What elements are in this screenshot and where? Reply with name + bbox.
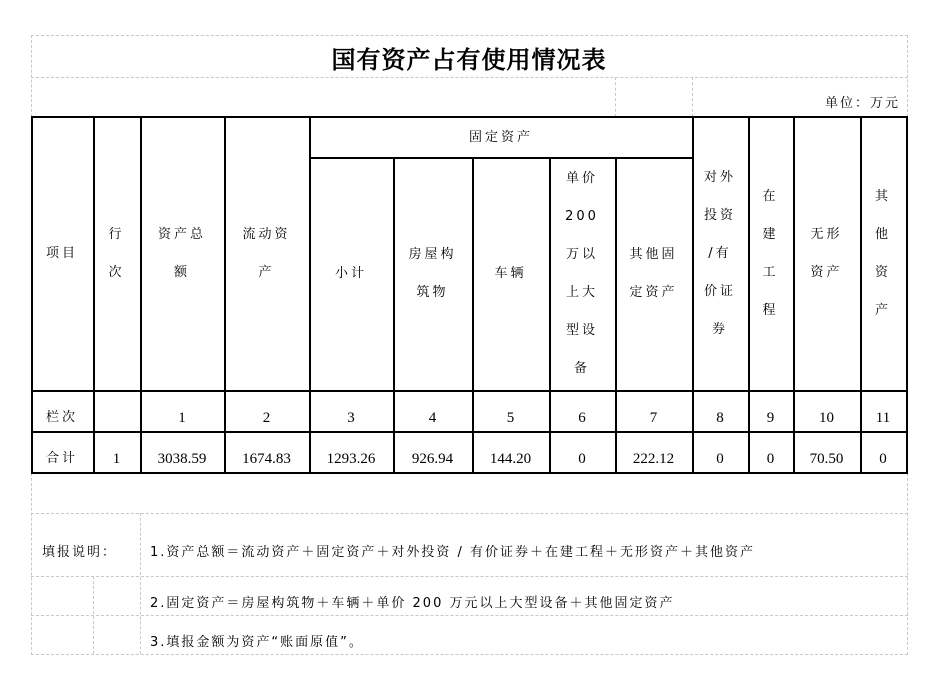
gridline [907, 35, 908, 117]
header-line: 房屋构 [408, 247, 457, 262]
gridline [31, 473, 32, 655]
total-cell-other-assets: 0 [879, 451, 887, 467]
column-index-cell: 9 [766, 410, 775, 426]
header-line: 其 [874, 189, 891, 204]
note-item-3: 3.填报金额为资产“账面原值”。 [150, 635, 364, 650]
column-index-cell: 2 [262, 410, 271, 426]
column-index-cell [93, 392, 140, 431]
header-subtotal [309, 158, 393, 390]
header-line: 200 [565, 209, 599, 224]
header-construction [748, 118, 793, 390]
header-line: 产 [258, 265, 275, 280]
header-line: 价证 [703, 284, 736, 299]
header-line: 行 [108, 227, 125, 242]
total-cell-large-equipment: 0 [578, 451, 586, 467]
header-line: 万以 [565, 247, 598, 262]
column-index-cell: 11 [875, 410, 891, 426]
column-index-cell: 3 [347, 410, 355, 426]
header-investment [692, 118, 748, 390]
header-line: 他 [874, 227, 891, 242]
total-cell-current-assets: 1674.83 [242, 451, 291, 467]
header-vehicles [472, 158, 549, 390]
gridline [31, 513, 908, 514]
gridline [140, 513, 141, 654]
notes-label: 填报说明： [42, 545, 118, 560]
total-row-label: 合计 [45, 451, 78, 466]
header-line: 资 [874, 265, 891, 280]
header-line: 项目 [45, 246, 78, 261]
header-current-assets [224, 118, 309, 390]
header-line: 其他固 [629, 247, 678, 262]
gridline [615, 77, 616, 117]
column-index-cell: 10 [819, 410, 834, 426]
header-line: 定资产 [629, 285, 678, 300]
total-cell-intangible: 70.50 [809, 451, 844, 467]
total-cell-vehicles: 144.20 [489, 451, 532, 467]
header-line: 备 [573, 361, 590, 376]
header-line: 产 [874, 303, 891, 318]
header-line: 次 [108, 265, 125, 280]
gridline [93, 576, 94, 654]
column-index-cell: 6 [578, 410, 586, 426]
gridline [692, 77, 693, 117]
column-index-cell: 4 [428, 410, 437, 426]
header-line: 资产总 [157, 227, 206, 242]
header-line: 单价 [565, 171, 598, 186]
column-index-label: 栏次 [45, 410, 78, 425]
header-line: 上大 [565, 285, 598, 300]
header-row-no [93, 118, 140, 390]
header-other-assets [860, 118, 906, 390]
header-line: 程 [762, 303, 779, 318]
column-index-cell: 5 [506, 410, 515, 426]
gridline [31, 615, 908, 616]
header-total-assets [140, 118, 224, 390]
header-line: 建 [762, 227, 779, 242]
total-cell-construction: 0 [766, 451, 775, 467]
note-item-2: 2.固定资产＝房屋构筑物＋车辆＋单价 200 万元以上大型设备＋其他固定资产 [150, 596, 675, 611]
table-border [31, 472, 908, 474]
gridline [31, 654, 908, 655]
header-intangible [793, 118, 860, 390]
column-index-cell: 1 [178, 410, 186, 426]
column-index-cell: 8 [716, 410, 724, 426]
header-line: 资产 [810, 265, 843, 280]
note-item-1: 1.资产总额＝流动资产＋固定资产＋对外投资 / 有价证券＋在建工程＋无形资产＋其他资产 [150, 545, 756, 560]
header-large-equipment [549, 158, 615, 390]
total-cell-row-no: 1 [112, 451, 121, 467]
header-fixed-assets-group: 固定资产 [468, 130, 533, 145]
column-index-cell: 7 [649, 410, 658, 426]
header-line: 型设 [565, 323, 598, 338]
header-buildings [393, 158, 472, 390]
total-cell-subtotal: 1293.26 [326, 451, 376, 467]
header-line: /有 [708, 246, 732, 261]
header-line: 小计 [334, 266, 367, 281]
header-line: 在 [762, 189, 779, 204]
unit-label: 单位：万元 [824, 96, 900, 111]
table-border [906, 116, 908, 474]
header-line: 车辆 [494, 266, 527, 281]
header-line: 额 [173, 265, 190, 280]
header-line: 券 [711, 322, 728, 337]
gridline [907, 473, 908, 655]
header-line: 无形 [810, 227, 843, 242]
total-cell-total-assets: 3038.59 [157, 451, 207, 467]
page-title: 国有资产占有使用情况表 [331, 44, 607, 74]
header-item [31, 118, 93, 390]
header-other-fixed-assets [615, 158, 692, 390]
header-line: 流动资 [242, 227, 291, 242]
header-line: 工 [762, 265, 779, 280]
header-line: 对外 [703, 170, 736, 185]
header-line: 投资 [703, 208, 736, 223]
total-cell-other-fixed: 222.12 [632, 451, 675, 467]
gridline [31, 576, 908, 577]
total-cell-investment: 0 [716, 451, 724, 467]
header-line: 筑物 [416, 285, 449, 300]
total-cell-buildings: 926.94 [411, 451, 454, 467]
